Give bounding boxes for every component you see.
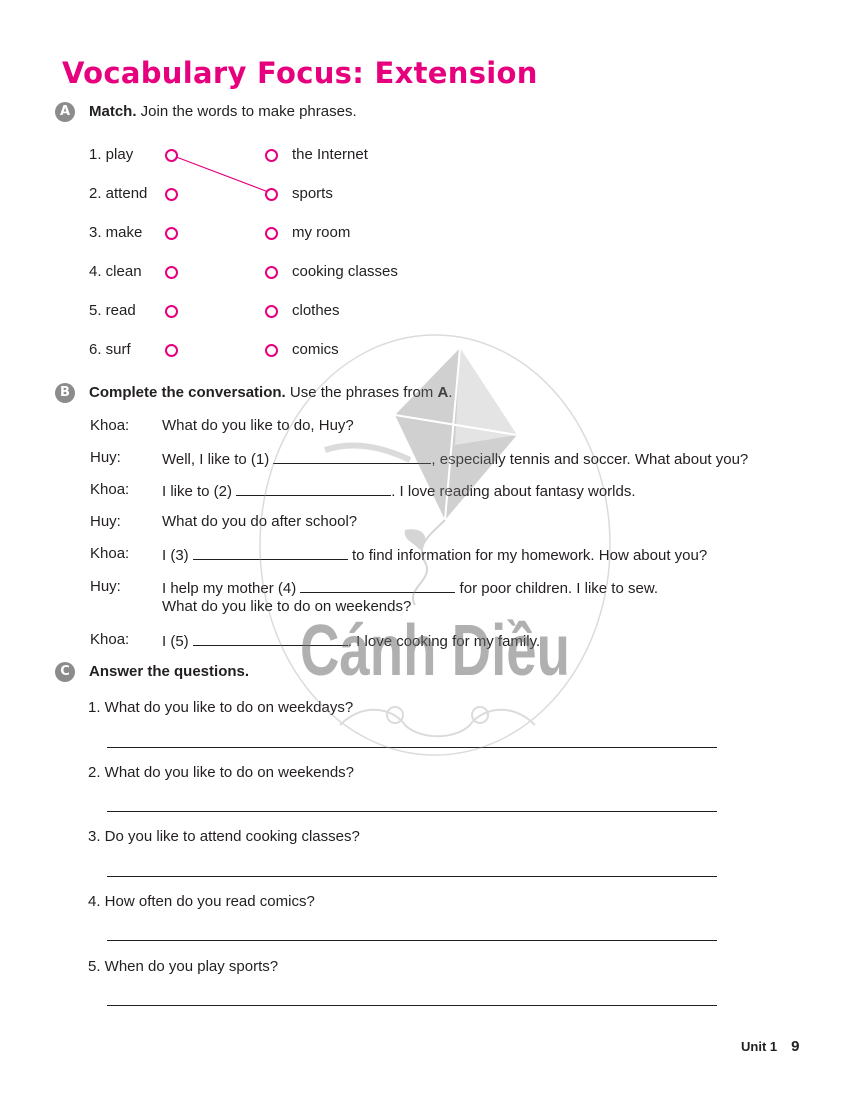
blank-3[interactable] (193, 545, 348, 560)
match-dot-left[interactable] (165, 344, 178, 357)
section-b-heading-end: . (448, 384, 453, 401)
match-dot-right[interactable] (265, 149, 278, 162)
dialogue-line (162, 578, 658, 597)
blank-2[interactable] (236, 481, 391, 496)
match-dot-right[interactable] (265, 344, 278, 357)
dialogue-text: for poor children. I like to sew. (455, 580, 658, 597)
match-dot-right[interactable] (265, 266, 278, 279)
match-dot-left[interactable] (165, 305, 178, 318)
match-right-item: cooking classes (292, 263, 398, 280)
blank-1[interactable] (273, 449, 431, 464)
dialogue-text: I (5) (162, 633, 193, 650)
match-left-item: 5. read (89, 302, 136, 319)
speaker-label: Khoa: (90, 417, 130, 434)
dialogue-text: Well, I like to (1) (162, 451, 274, 468)
match-left-item: 1. play (89, 146, 134, 163)
answer-line[interactable] (107, 811, 717, 812)
answer-line[interactable] (107, 940, 717, 941)
section-b-heading-rest: Use the phrases from (285, 384, 438, 401)
speaker-label: Huy: (90, 449, 121, 466)
dialogue-text: to find information for my homework. How about you? (347, 547, 708, 564)
dialogue-line (162, 513, 357, 530)
match-left-item: 4. clean (89, 263, 142, 280)
section-b-badge: B (55, 383, 75, 403)
speaker-label: Huy: (90, 513, 121, 530)
dialogue-line (162, 417, 354, 434)
match-right-item: clothes (292, 302, 340, 319)
speaker-label: Khoa: (90, 481, 130, 498)
section-a-heading-bold: Match. (89, 103, 137, 120)
dialogue-line-continued: What do you like to do on weekends? (162, 598, 412, 615)
match-right-item: sports (292, 185, 333, 202)
section-b-heading-bold: Complete the conversation. (89, 384, 286, 401)
dialogue-line (162, 481, 636, 500)
section-b-heading (89, 384, 452, 401)
match-right-item: comics (292, 341, 339, 358)
answer-line[interactable] (107, 747, 717, 748)
dialogue-text: I (3) (162, 547, 193, 564)
dialogue-text: What do you do after school? (162, 513, 358, 530)
section-a-heading-rest: Join the words to make phrases. (136, 103, 357, 120)
example-match-line (171, 155, 271, 193)
match-right-item: my room (292, 224, 351, 241)
section-c-heading (89, 663, 249, 680)
question: 5. When do you play sports? (88, 958, 279, 975)
section-c-heading-bold: Answer the questions. (89, 663, 250, 680)
page-number: 9 (791, 1038, 800, 1055)
blank-5[interactable] (193, 631, 348, 646)
dialogue-line (162, 631, 540, 650)
speaker-label: Khoa: (90, 545, 130, 562)
match-dot-left[interactable] (165, 266, 178, 279)
page-title: Vocabulary Focus: Extension (62, 56, 538, 90)
page-footer (741, 1038, 799, 1055)
section-c-badge: C (55, 662, 75, 682)
speaker-label: Khoa: (90, 631, 130, 648)
match-dot-left[interactable] (165, 227, 178, 240)
match-dot-left[interactable] (165, 149, 178, 162)
dialogue-line (162, 449, 748, 468)
dialogue-line (162, 545, 707, 564)
dialogue-text: . I love cooking for my family. (347, 633, 541, 650)
match-left-item: 3. make (89, 224, 143, 241)
match-right-item: the Internet (292, 146, 368, 163)
dialogue-text: . I love reading about fantasy worlds. (391, 483, 636, 500)
question: 1. What do you like to do on weekdays? (88, 699, 354, 716)
answer-line[interactable] (107, 1005, 717, 1006)
section-a-badge: A (55, 102, 75, 122)
dialogue-text: I like to (2) (162, 483, 237, 500)
match-left-item: 2. attend (89, 185, 148, 202)
match-left-item: 6. surf (89, 341, 131, 358)
dialogue-text: What do you like to do, Huy? (162, 417, 354, 434)
watermark-text: Cánh Diều (300, 611, 570, 691)
dialogue-text: I help my mother (4) (162, 580, 301, 597)
dialogue-text: , especially tennis and soccer. What about you? (431, 451, 749, 468)
answer-line[interactable] (107, 876, 717, 877)
question: 3. Do you like to attend cooking classes? (88, 828, 360, 845)
match-dot-right[interactable] (265, 188, 278, 201)
question: 4. How often do you read comics? (88, 893, 315, 910)
question: 2. What do you like to do on weekends? (88, 764, 355, 781)
match-dot-right[interactable] (265, 227, 278, 240)
unit-label: Unit 1 (741, 1039, 778, 1054)
match-dot-right[interactable] (265, 305, 278, 318)
blank-4[interactable] (300, 578, 455, 593)
speaker-label: Huy: (90, 578, 121, 595)
section-b-heading-ref: A (437, 384, 449, 401)
match-dot-left[interactable] (165, 188, 178, 201)
